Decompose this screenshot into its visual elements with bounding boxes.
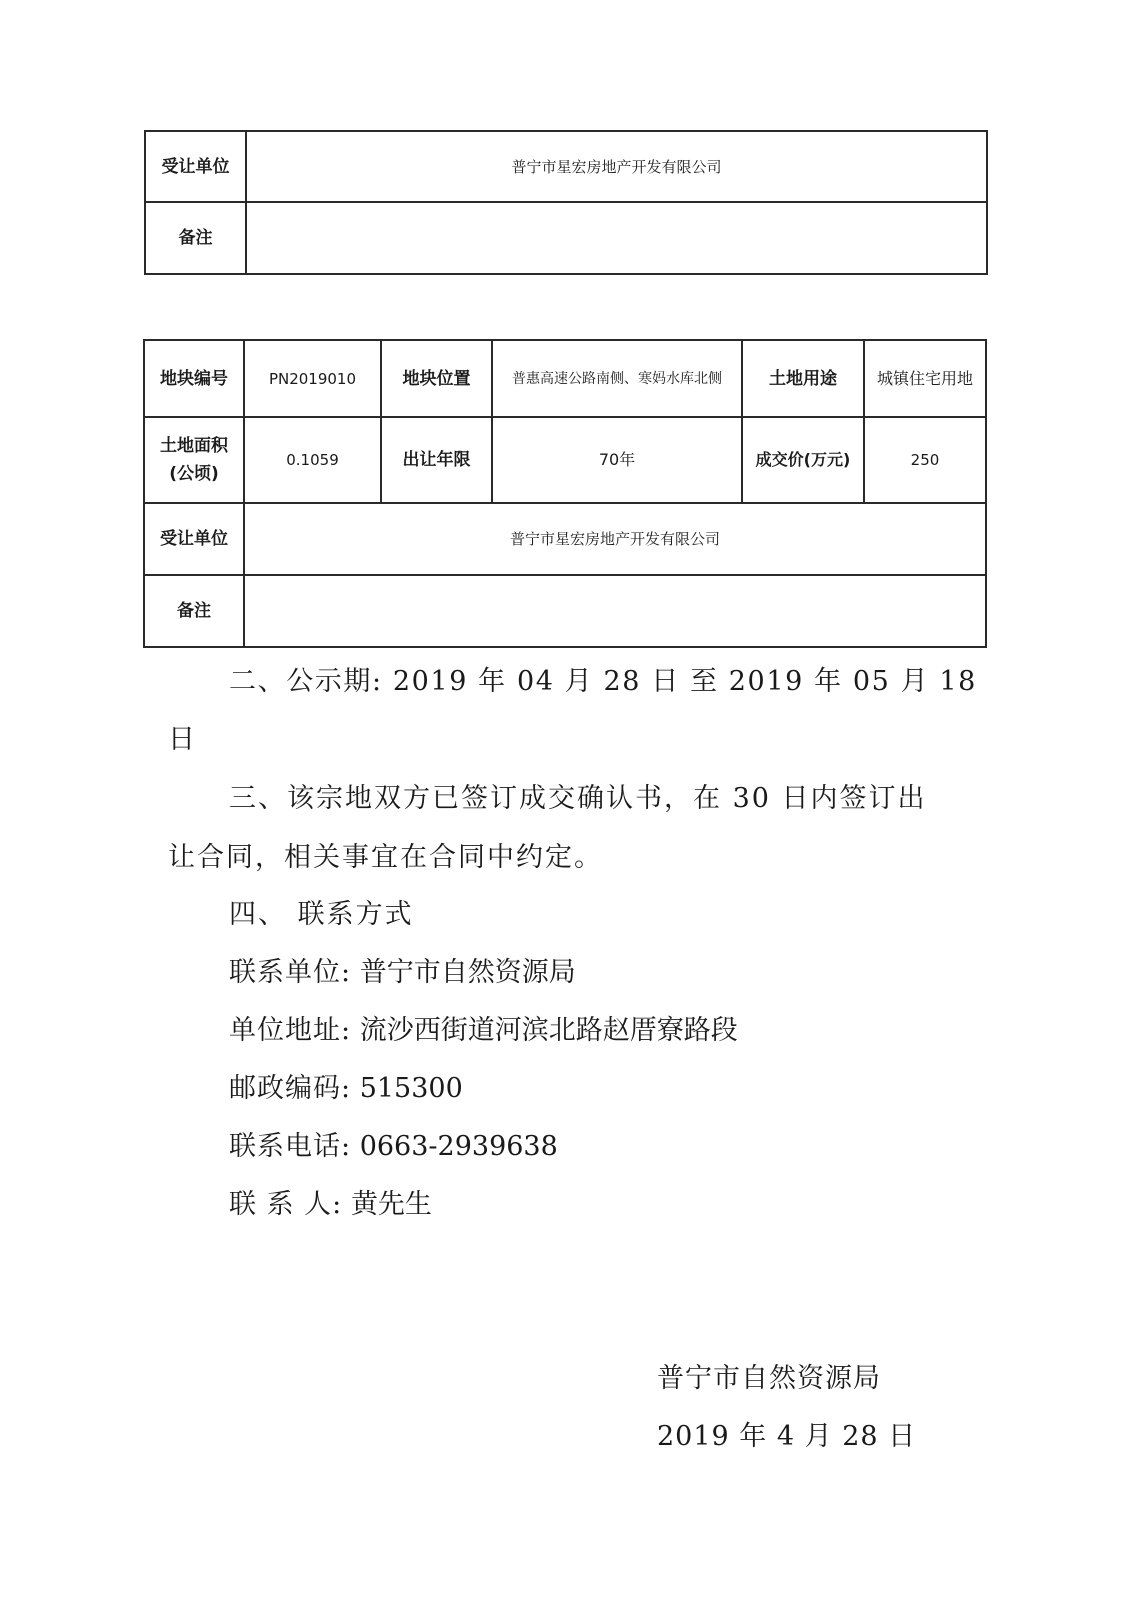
land-use-value: 城镇住宅用地 <box>864 340 986 417</box>
location-value: 普惠高速公路南侧、寒妈水库北侧 <box>492 340 742 417</box>
land-use-label: 土地用途 <box>742 340 864 417</box>
contact-postcode-row <box>229 1066 463 1105</box>
contact-person-label: 联 系 人: <box>229 1189 343 1220</box>
grantee-table-top <box>144 130 988 275</box>
price-label: 成交价(万元) <box>742 417 864 503</box>
location-label: 地块位置 <box>381 340 492 417</box>
term-value: 70年 <box>492 417 742 503</box>
parcel-table <box>143 339 987 648</box>
contact-section-title: 四、 联系方式 <box>229 899 414 930</box>
parcel-no-label: 地块编号 <box>144 340 244 417</box>
contact-phone-row <box>229 1124 558 1163</box>
contact-unit-label: 联系单位: <box>229 957 352 988</box>
area-label: 土地面积(公顷) <box>144 417 244 503</box>
grantee-label: 受让单位 <box>145 131 246 202</box>
term-label: 出让年限 <box>381 417 492 503</box>
price-value: 250 <box>864 417 986 503</box>
contact-person-value: 黄先生 <box>350 1189 432 1220</box>
remark-value <box>244 575 986 647</box>
announcement-period-line1: 二、公示期: 2019 年 04 月 28 日 至 2019 年 05 月 18 <box>229 666 977 697</box>
parcel-no-value: PN2019010 <box>244 340 381 417</box>
contact-address-value: 流沙西街道河滨北路赵厝寮路段 <box>359 1015 738 1046</box>
contact-address-label: 单位地址: <box>229 1015 352 1046</box>
remark-label: 备注 <box>144 575 244 647</box>
contact-unit-row <box>229 950 576 989</box>
announcement-period-line2: 日 <box>168 724 197 755</box>
contact-phone-label: 联系电话: <box>229 1131 352 1162</box>
signature-date: 2019 年 4 月 28 日 <box>657 1421 917 1452</box>
signature-org: 普宁市自然资源局 <box>657 1363 881 1394</box>
contact-postcode-label: 邮政编码: <box>229 1073 352 1104</box>
contact-postcode-value: 515300 <box>359 1073 463 1104</box>
contract-note-line1: 三、该宗地双方已签订成交确认书，在 30 日内签订出 <box>229 783 927 814</box>
contract-note-line2: 让合同，相关事宜在合同中约定。 <box>168 842 603 873</box>
contact-unit-value: 普宁市自然资源局 <box>359 957 576 988</box>
grantee-value: 普宁市星宏房地产开发有限公司 <box>244 503 986 575</box>
remark-value <box>246 202 987 274</box>
grantee-label: 受让单位 <box>144 503 244 575</box>
area-value: 0.1059 <box>244 417 381 503</box>
contact-phone-value: 0663-2939638 <box>359 1131 558 1162</box>
contact-address-row <box>229 1008 738 1047</box>
remark-label: 备注 <box>145 202 246 274</box>
grantee-value: 普宁市星宏房地产开发有限公司 <box>246 131 987 202</box>
contact-person-row <box>229 1182 432 1221</box>
